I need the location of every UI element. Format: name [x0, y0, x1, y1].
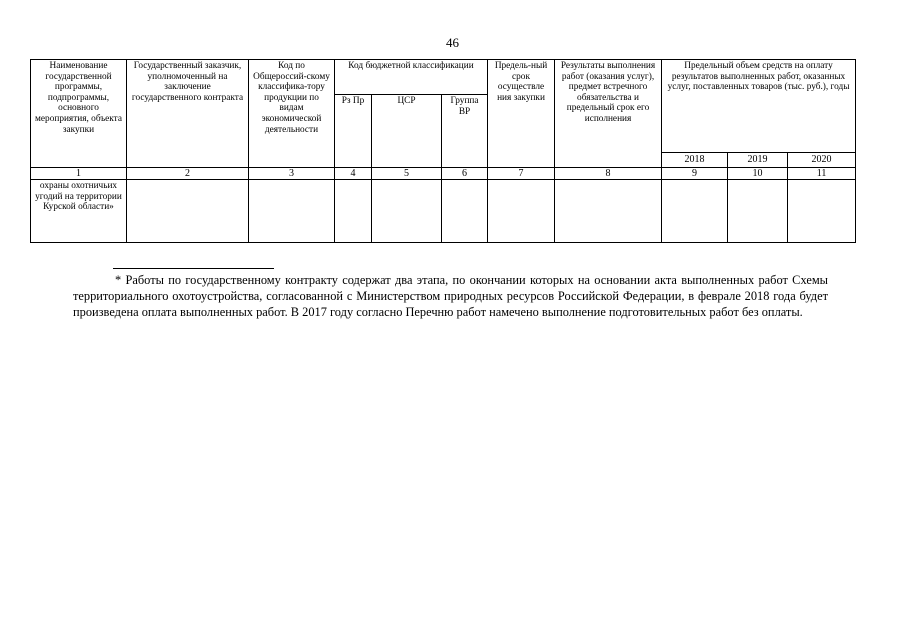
header-max-volume: Предельный объем средств на оплату результатов выполненных работ, оказанных услуг, поставленных товаров (тыс. руб.), годы: [662, 60, 856, 153]
column-number: 7: [488, 168, 555, 180]
cell-2019: [728, 180, 788, 243]
header-name: Наименование государственной программы, подпрограммы, основного мероприятия, объекта закупки: [31, 60, 127, 168]
column-number: 4: [335, 168, 372, 180]
column-number: 11: [788, 168, 856, 180]
header-results: Результаты выполнения работ (оказания услуг), предмет встречного обязательства и предельный срок его исполнения: [555, 60, 662, 168]
cell-okved: [249, 180, 335, 243]
column-number: 9: [662, 168, 728, 180]
cell-2020: [788, 180, 856, 243]
column-number: 6: [442, 168, 488, 180]
column-number: 3: [249, 168, 335, 180]
header-deadline: Предель-ный срок осуществле ния закупки: [488, 60, 555, 168]
header-budget-code: Код бюджетной классификации: [335, 60, 488, 95]
header-year-2020: 2020: [788, 153, 856, 168]
header-group-vr: Группа ВР: [442, 95, 488, 168]
cell-results: [555, 180, 662, 243]
cell-deadline: [488, 180, 555, 243]
header-year-2018: 2018: [662, 153, 728, 168]
header-rz-pr: Рз Пр: [335, 95, 372, 168]
procurement-table: [30, 59, 856, 243]
footnote: [73, 272, 828, 320]
header-year-2019: 2019: [728, 153, 788, 168]
cell-rz-pr: [335, 180, 372, 243]
cell-group-vr: [442, 180, 488, 243]
column-number: 8: [555, 168, 662, 180]
header-customer: Государственный заказчик, уполномоченный на заключение государственного контракта: [127, 60, 249, 168]
column-number: 1: [31, 168, 127, 180]
column-number: 10: [728, 168, 788, 180]
cell-csr: [372, 180, 442, 243]
page-number: 46: [446, 35, 459, 50]
header-csr: ЦСР: [372, 95, 442, 168]
column-number: 2: [127, 168, 249, 180]
footnote-text: * Работы по государственному контракту содержат два этапа, по окончании которых на основании акта выполненных работ Схемы территориального охотоустройства, согласованной с Министерством природных ресурсов Российской Федерации, в феврале 2018 года будет произведена оплата выполненных работ. В 2017 году согласно Перечню работ намечено выполнение подготовительных работ без оплаты.: [73, 273, 828, 319]
column-number: 5: [372, 168, 442, 180]
header-okved: Код по Общероссий-скому классифика-тору продукции по видам экономической деятельности: [249, 60, 335, 168]
table-row: [31, 180, 856, 243]
cell-name: охраны охотничьих угодий на территории Курской области»: [31, 180, 127, 243]
column-number-row: [31, 168, 856, 180]
footnote-divider: [113, 268, 274, 269]
cell-2018: [662, 180, 728, 243]
cell-customer: [127, 180, 249, 243]
